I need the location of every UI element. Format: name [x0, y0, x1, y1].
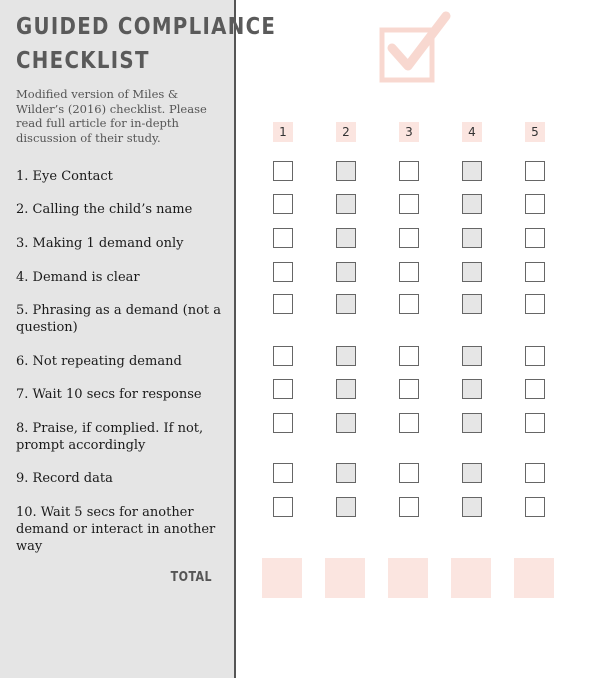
item-label-10: 10. Wait 5 secs for another demand or interact in another way	[16, 505, 216, 554]
column-header-4: 4	[462, 122, 482, 142]
checkbox-item-7-col-2[interactable]	[336, 379, 356, 399]
checkbox-item-8-col-1[interactable]	[273, 413, 293, 433]
checkbox-item-5-col-1[interactable]	[273, 294, 293, 314]
item-label-6: 6. Not repeating demand	[16, 354, 182, 369]
column-header-1: 1	[273, 122, 293, 142]
checkbox-item-5-col-2[interactable]	[336, 294, 356, 314]
checkbox-item-9-col-3[interactable]	[399, 463, 419, 483]
checkbox-item-2-col-3[interactable]	[399, 194, 419, 214]
checkbox-item-8-col-4[interactable]	[462, 413, 482, 433]
checkbox-item-10-col-3[interactable]	[399, 497, 419, 517]
checkbox-item-4-col-1[interactable]	[273, 262, 293, 282]
checkbox-item-7-col-1[interactable]	[273, 379, 293, 399]
checkbox-item-10-col-4[interactable]	[462, 497, 482, 517]
checkbox-item-3-col-5[interactable]	[525, 228, 545, 248]
description: Modified version of Miles & Wilder’s (2016) checklist. Please read full article for in-depth discussion of their study.	[16, 87, 207, 145]
item-label-9: 9. Record data	[16, 471, 113, 486]
checkbox-item-8-col-5[interactable]	[525, 413, 545, 433]
checkbox-item-3-col-1[interactable]	[273, 228, 293, 248]
checkbox-item-1-col-1[interactable]	[273, 161, 293, 181]
total-label: TOTAL	[170, 570, 212, 585]
total-box-5[interactable]	[514, 558, 554, 598]
checkbox-item-6-col-5[interactable]	[525, 346, 545, 366]
checkbox-item-10-col-1[interactable]	[273, 497, 293, 517]
checkbox-item-4-col-4[interactable]	[462, 262, 482, 282]
checkbox-item-1-col-2[interactable]	[336, 161, 356, 181]
total-box-2[interactable]	[325, 558, 365, 598]
checkbox-item-6-col-2[interactable]	[336, 346, 356, 366]
item-label-2: 2. Calling the child’s name	[16, 202, 193, 217]
checkbox-item-9-col-4[interactable]	[462, 463, 482, 483]
item-label-1: 1. Eye Contact	[16, 169, 113, 184]
checkbox-item-7-col-3[interactable]	[399, 379, 419, 399]
checkmark-logo-icon	[378, 10, 454, 86]
checkbox-item-5-col-5[interactable]	[525, 294, 545, 314]
checkbox-item-3-col-3[interactable]	[399, 228, 419, 248]
checkbox-item-6-col-4[interactable]	[462, 346, 482, 366]
page-title	[16, 10, 277, 78]
checkbox-item-2-col-1[interactable]	[273, 194, 293, 214]
checkbox-item-5-col-4[interactable]	[462, 294, 482, 314]
checkbox-item-5-col-3[interactable]	[399, 294, 419, 314]
checkbox-item-10-col-2[interactable]	[336, 497, 356, 517]
checkbox-item-2-col-4[interactable]	[462, 194, 482, 214]
checkbox-item-3-col-4[interactable]	[462, 228, 482, 248]
checkbox-item-6-col-3[interactable]	[399, 346, 419, 366]
item-label-7: 7. Wait 10 secs for response	[16, 387, 202, 402]
checkbox-item-7-col-4[interactable]	[462, 379, 482, 399]
item-label-4: 4. Demand is clear	[16, 270, 140, 285]
checkbox-item-2-col-2[interactable]	[336, 194, 356, 214]
column-header-2: 2	[336, 122, 356, 142]
checkbox-item-3-col-2[interactable]	[336, 228, 356, 248]
checkbox-item-8-col-2[interactable]	[336, 413, 356, 433]
item-label-5: 5. Phrasing as a demand (not a question)	[16, 303, 222, 335]
checkbox-item-6-col-1[interactable]	[273, 346, 293, 366]
sidebar	[0, 0, 277, 678]
checkbox-item-1-col-5[interactable]	[525, 161, 545, 181]
title-line-1: GUIDED COMPLIANCE	[16, 14, 277, 40]
checkbox-item-4-col-2[interactable]	[336, 262, 356, 282]
checkbox-item-9-col-5[interactable]	[525, 463, 545, 483]
checkbox-item-4-col-5[interactable]	[525, 262, 545, 282]
checkbox-item-9-col-1[interactable]	[273, 463, 293, 483]
column-header-5: 5	[525, 122, 545, 142]
title-line-2: CHECKLIST	[16, 48, 150, 74]
checkbox-item-1-col-3[interactable]	[399, 161, 419, 181]
item-label-8: 8. Praise, if complied. If not, prompt accordingly	[16, 421, 204, 453]
checkbox-item-8-col-3[interactable]	[399, 413, 419, 433]
checkbox-item-9-col-2[interactable]	[336, 463, 356, 483]
checkbox-item-2-col-5[interactable]	[525, 194, 545, 214]
item-label-3: 3. Making 1 demand only	[16, 236, 184, 251]
column-header-3: 3	[399, 122, 419, 142]
checkbox-item-7-col-5[interactable]	[525, 379, 545, 399]
checkbox-item-10-col-5[interactable]	[525, 497, 545, 517]
total-box-3[interactable]	[388, 558, 428, 598]
total-box-4[interactable]	[451, 558, 491, 598]
total-box-1[interactable]	[262, 558, 302, 598]
checkbox-item-1-col-4[interactable]	[462, 161, 482, 181]
checkbox-item-4-col-3[interactable]	[399, 262, 419, 282]
